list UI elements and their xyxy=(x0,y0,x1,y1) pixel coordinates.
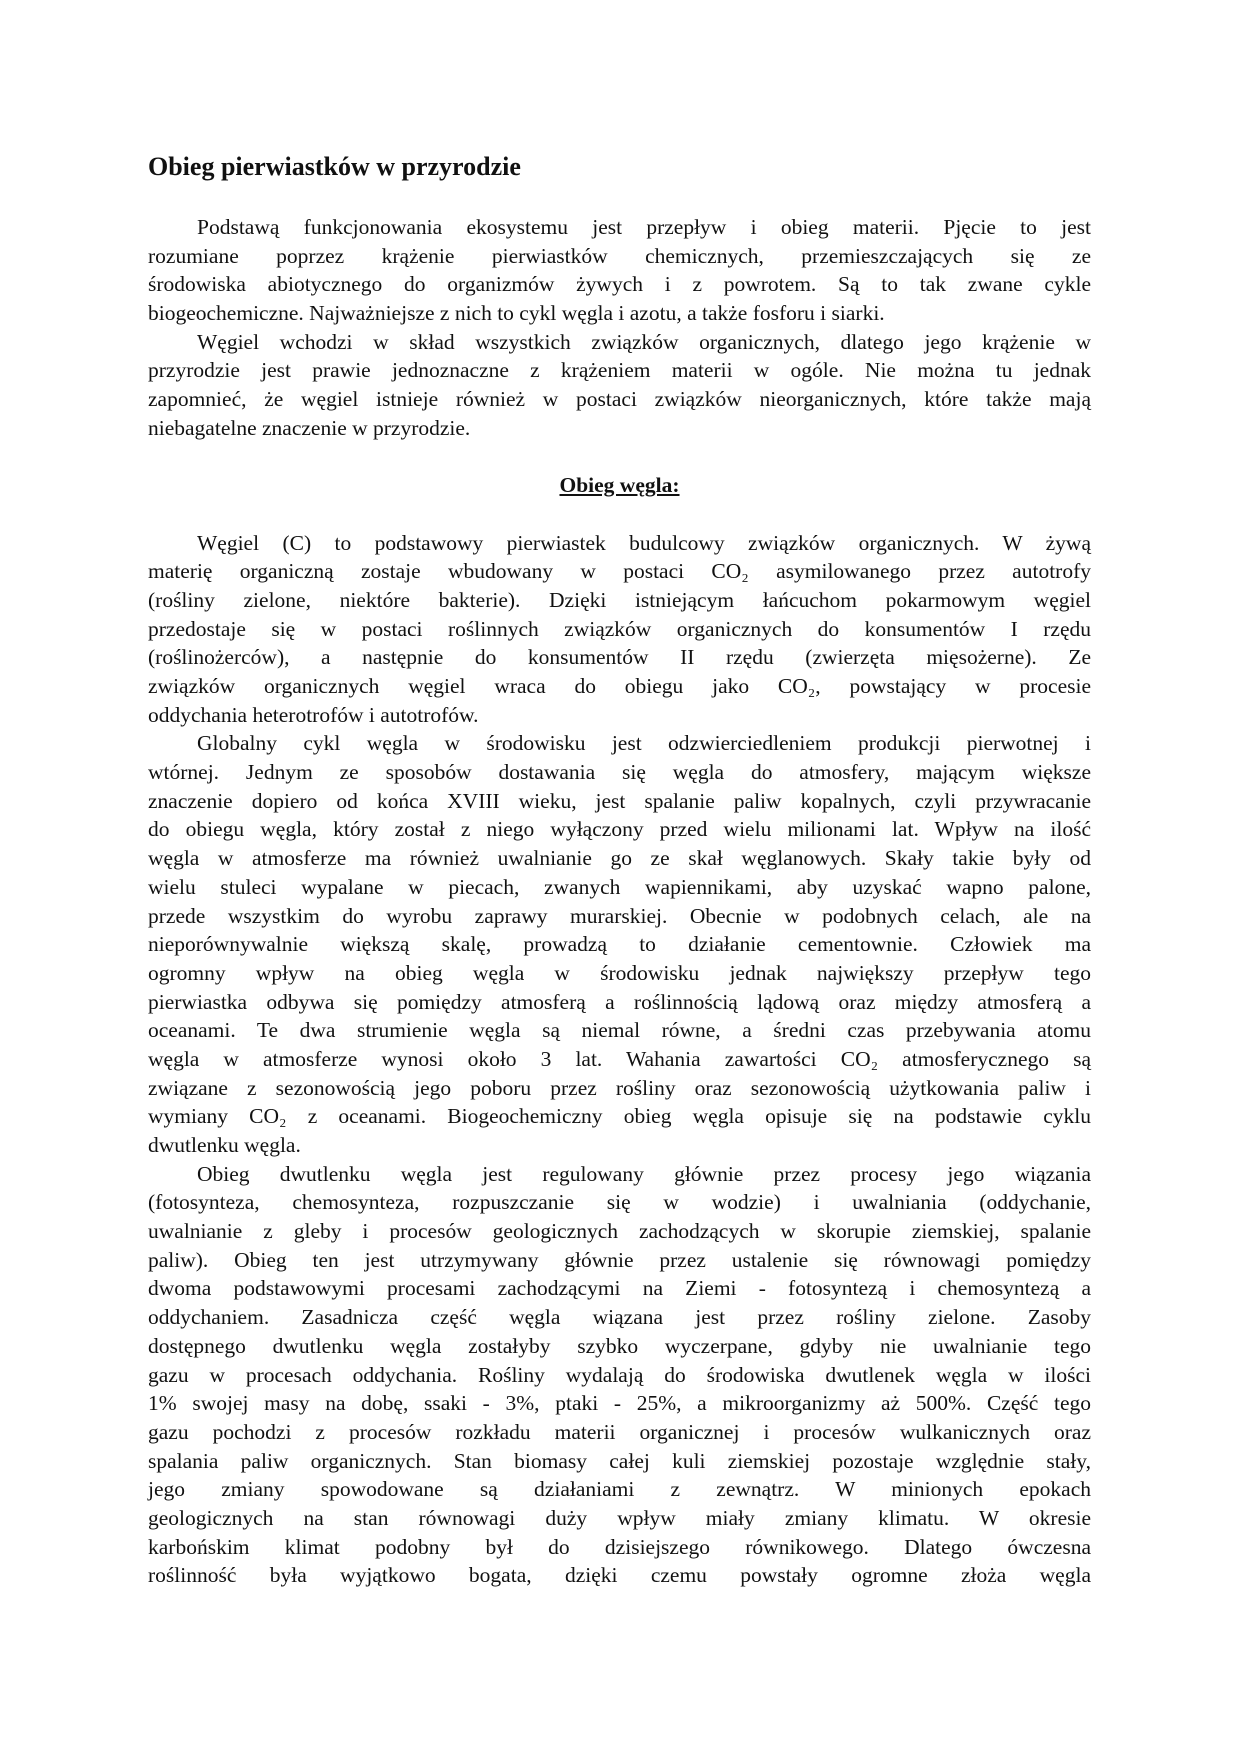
text-line: związane z sezonowością jego poboru przez rośliny oraz sezonowością użytkowania paliw i xyxy=(148,1075,1091,1100)
text-line: pierwiastka odbywa się pomiędzy atmosferą a roślinnością lądową oraz między atmosferą a xyxy=(148,989,1091,1014)
text-line: biogeochemiczne. Najważniejsze z nich to cykl węgla i azotu, a także fosforu i siarki. xyxy=(148,301,885,326)
text-line: Podstawą funkcjonowania ekosystemu jest przepływ i obieg materii. Pjęcie to jest xyxy=(197,215,1091,239)
text-line: oceanami. Te dwa strumienie węgla są niemal równe, a średni czas przebywania atomu xyxy=(148,1018,1091,1043)
text-line: węgla w atmosferze wynosi około 3 lat. Wahania zawartości CO₂ atmosferycznego są xyxy=(148,1046,1091,1071)
text-line: rozumiane poprzez krążenie pierwiastków chemicznych, przemieszczających się ze xyxy=(148,243,1091,268)
text-line: przede wszystkim do wyrobu zaprawy murarskiej. Obecnie w podobnych celach, ale na xyxy=(148,903,1091,928)
text-line: uwalnianie z gleby i procesów geologicznych zachodzących w skorupie ziemskiej, spalanie xyxy=(148,1219,1091,1244)
paragraph xyxy=(148,729,1091,1159)
text-line: znaczenie dopiero od końca XVIII wieku, jest spalanie paliw kopalnych, czyli przywracanie xyxy=(148,788,1091,813)
text-line: zapomnieć, że węgiel istnieje również w postaci związków nieorganicznych, które także mają xyxy=(148,387,1091,412)
text-line: dostępnego dwutlenku węgla zostałyby szybko wyczerpane, gdyby nie uwalnianie tego xyxy=(148,1333,1091,1358)
text-line: 1% swojej masy na dobę, ssaki - 3%, ptaki - 25%, a mikroorganizmy aż 500%. Część tego xyxy=(148,1391,1091,1416)
text-line: związków organicznych węgiel wraca do obiegu jako CO₂, powstający w procesie xyxy=(148,674,1091,698)
text-line: (rośliny zielone, niektóre bakterie). Dzięki istniejącym łańcuchom pokarmowym węgiel xyxy=(148,587,1091,612)
text-line: gazu w procesach oddychania. Rośliny wydalają do środowiska dwutlenek węgla w ilości xyxy=(148,1362,1091,1387)
document-title: Obieg pierwiastków w przyrodzie xyxy=(148,152,521,181)
paragraph xyxy=(148,1160,1091,1590)
text-line: oddychania heterotrofów i autotrofów. xyxy=(148,702,479,727)
text-line: jego zmiany spowodowane są działaniami z zewnątrz. W minionych epokach xyxy=(148,1477,1091,1502)
text-line: materię organiczną zostaje wbudowany w postaci CO₂ asymilowanego przez autotrofy xyxy=(148,559,1091,584)
text-line: przedostaje się w postaci roślinnych związków organicznych do konsumentów I rzędu xyxy=(148,616,1091,641)
document-body xyxy=(148,213,1091,1590)
paragraph xyxy=(148,213,1091,328)
carbon-cycle-section xyxy=(148,529,1091,1590)
text-line: wielu stuleci wypalane w piecach, zwanych wapiennikami, aby uzyskać wapno palone, xyxy=(148,874,1091,899)
text-line: oddychaniem. Zasadnicza część węgla wiązana jest przez rośliny zielone. Zasoby xyxy=(148,1305,1091,1330)
text-line: roślinność była wyjątkowo bogata, dzięki czemu powstały ogromne złoża węgla xyxy=(148,1563,1091,1588)
text-line: nieporównywalnie większą skalę, prowadzą to działanie cementownie. Człowiek ma xyxy=(148,932,1091,957)
text-line: Obieg dwutlenku węgla jest regulowany głównie przez procesy jego wiązania xyxy=(197,1161,1091,1186)
paragraph xyxy=(148,328,1091,443)
text-line: paliw). Obieg ten jest utrzymywany głównie przez ustalenie się równowagi pomiędzy xyxy=(148,1247,1091,1272)
paragraph xyxy=(148,529,1091,730)
text-line: dwutlenku węgla. xyxy=(148,1133,301,1157)
text-line: środowiska abiotycznego do organizmów żywych i z powrotem. Są to tak zwane cykle xyxy=(148,272,1091,297)
text-line: węgla w atmosferze ma również uwalnianie go ze skał węglanowych. Skały takie były od xyxy=(148,846,1091,871)
text-line: spalania paliw organicznych. Stan biomasy całej kuli ziemskiej pozostaje względnie stały, xyxy=(148,1448,1091,1473)
text-line: Węgiel (C) to podstawowy pierwiastek budulcowy związków organicznych. W żywą xyxy=(197,530,1091,555)
text-line: geologicznych na stan równowagi duży wpływ miały zmiany klimatu. W okresie xyxy=(148,1505,1091,1530)
text-line: do obiegu węgla, który został z niego wyłączony przed wielu milionami lat. Wpływ na ilość xyxy=(148,817,1091,842)
text-line: niebagatelne znaczenie w przyrodzie. xyxy=(148,415,471,440)
text-line: Węgiel wchodzi w skład wszystkich związków organicznych, dlatego jego krążenie w xyxy=(197,329,1091,354)
text-line: karbońskim klimat podobny był do dzisiejszego równikowego. Dlatego ówczesna xyxy=(148,1534,1091,1559)
text-line: dwoma podstawowymi procesami zachodzącymi na Ziemi - fotosyntezą i chemosyntezą a xyxy=(148,1276,1091,1301)
text-line: gazu pochodzi z procesów rozkładu materii organicznej i procesów wulkanicznych oraz xyxy=(148,1419,1091,1444)
text-line: (roślinożerców), a następnie do konsumentów II rzędu (zwierzęta mięsożerne). Ze xyxy=(148,645,1091,670)
blank-line xyxy=(148,443,1091,472)
text-line: wtórnej. Jednym ze sposobów dostawania się węgla do atmosfery, mającym większe xyxy=(148,760,1091,785)
section-heading: Obieg węgla: xyxy=(559,473,680,498)
text-line: Globalny cykl węgla w środowisku jest odzwierciedleniem produkcji pierwotnej i xyxy=(197,731,1091,756)
text-line: (fotosynteza, chemosynteza, rozpuszczanie się w wodzie) i uwalniania (oddychanie, xyxy=(148,1190,1091,1215)
blank-line xyxy=(148,500,1091,529)
text-line: przyrodzie jest prawie jednoznaczne z krążeniem materii w ogóle. Nie można tu jednak xyxy=(148,358,1091,383)
text-line: ogromny wpływ na obieg węgla w środowisku jednak największy przepływ tego xyxy=(148,960,1091,985)
intro-section xyxy=(148,213,1091,443)
text-line: wymiany CO₂ z oceanami. Biogeochemiczny obieg węgla opisuje się na podstawie cyklu xyxy=(148,1104,1091,1129)
